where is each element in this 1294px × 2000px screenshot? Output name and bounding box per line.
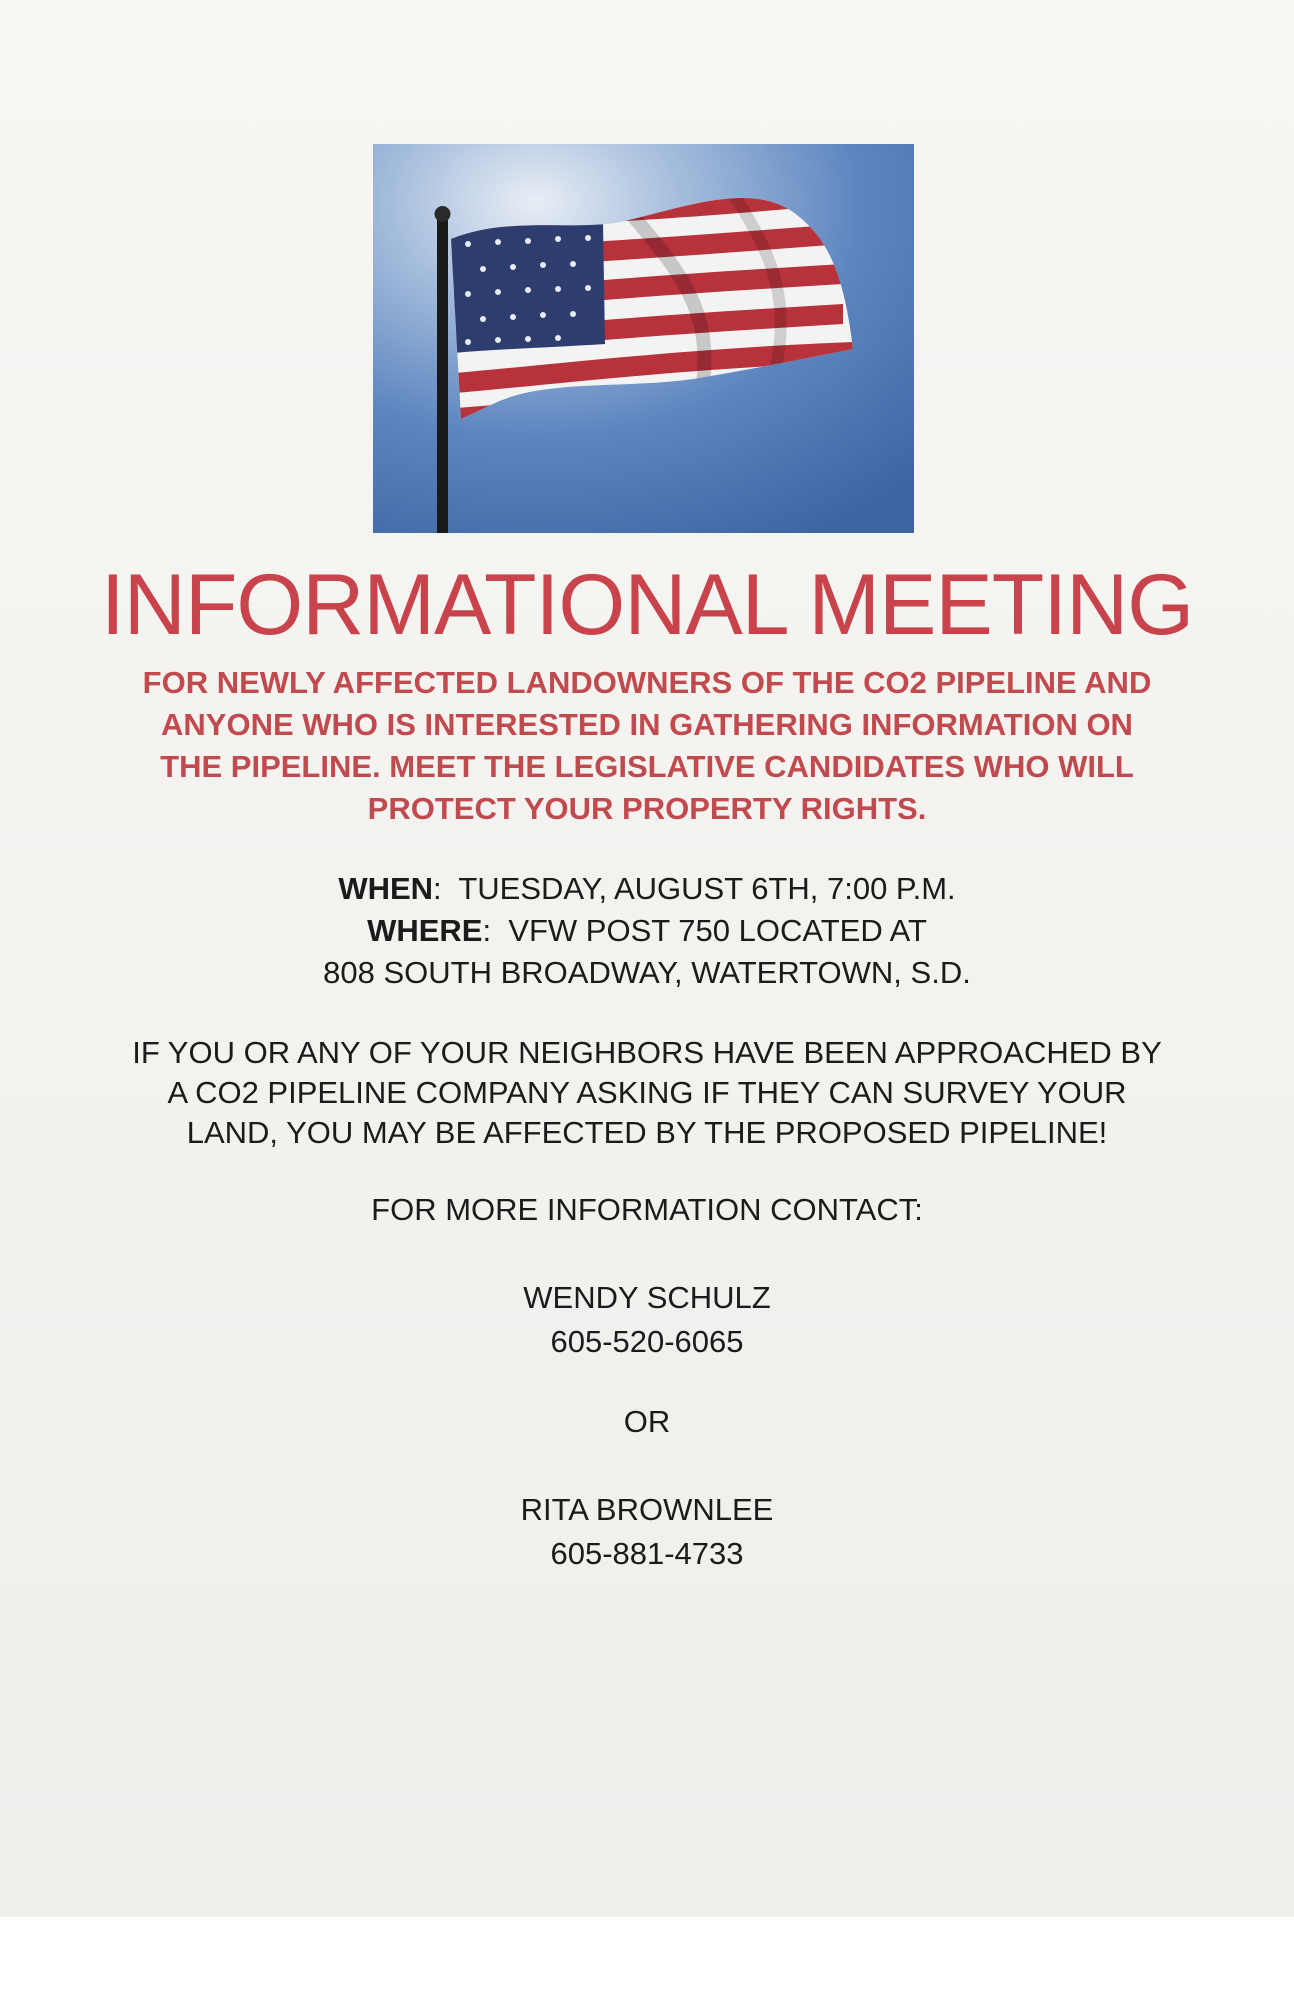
or-separator: OR [623,1404,671,1439]
subheading [60,662,1234,830]
subheading-line: FOR NEWLY AFFECTED LANDOWNERS OF THE CO2 PIPELINE AND [142,665,1152,700]
notice-paragraph [40,1033,1254,1153]
where-line: WHERE: VFW POST 750 LOCATED AT [367,913,927,948]
subheading-line: THE PIPELINE. MEET THE LEGISLATIVE CANDIDATES WHO WILL [160,749,1134,784]
when-value: TUESDAY, AUGUST 6TH, 7:00 P.M. [458,871,956,906]
when-line: WHEN: TUESDAY, AUGUST 6TH, 7:00 P.M. [338,871,956,906]
contact-name: WENDY SCHULZ [523,1280,771,1315]
notice-line: LAND, YOU MAY BE AFFECTED BY THE PROPOSED PIPELINE! [186,1115,1108,1150]
when-label: WHEN [338,871,434,906]
contact-phone: 605-881-4733 [550,1536,744,1571]
subheading-line: PROTECT YOUR PROPERTY RIGHTS. [367,791,927,826]
page-title: INFORMATIONAL MEETING [100,557,1194,653]
contact-name: RITA BROWNLEE [520,1492,774,1527]
contact-phone: 605-520-6065 [550,1324,744,1359]
contact-heading: FOR MORE INFORMATION CONTACT: [371,1192,923,1227]
notice-line: A CO2 PIPELINE COMPANY ASKING IF THEY CAN SURVEY YOUR [167,1075,1127,1110]
address-line: 808 SOUTH BROADWAY, WATERTOWN, S.D. [323,955,971,990]
contact-block [0,1488,1294,1576]
notice-line: IF YOU OR ANY OF YOUR NEIGHBORS HAVE BEEN APPROACHED BY [132,1035,1162,1070]
where-label: WHERE [367,913,483,948]
american-flag-image [373,144,914,533]
meeting-details [0,868,1294,994]
where-value: VFW POST 750 LOCATED AT [508,913,927,948]
subheading-line: ANYONE WHO IS INTERESTED IN GATHERING INFORMATION ON [161,707,1133,742]
contact-block [0,1276,1294,1364]
